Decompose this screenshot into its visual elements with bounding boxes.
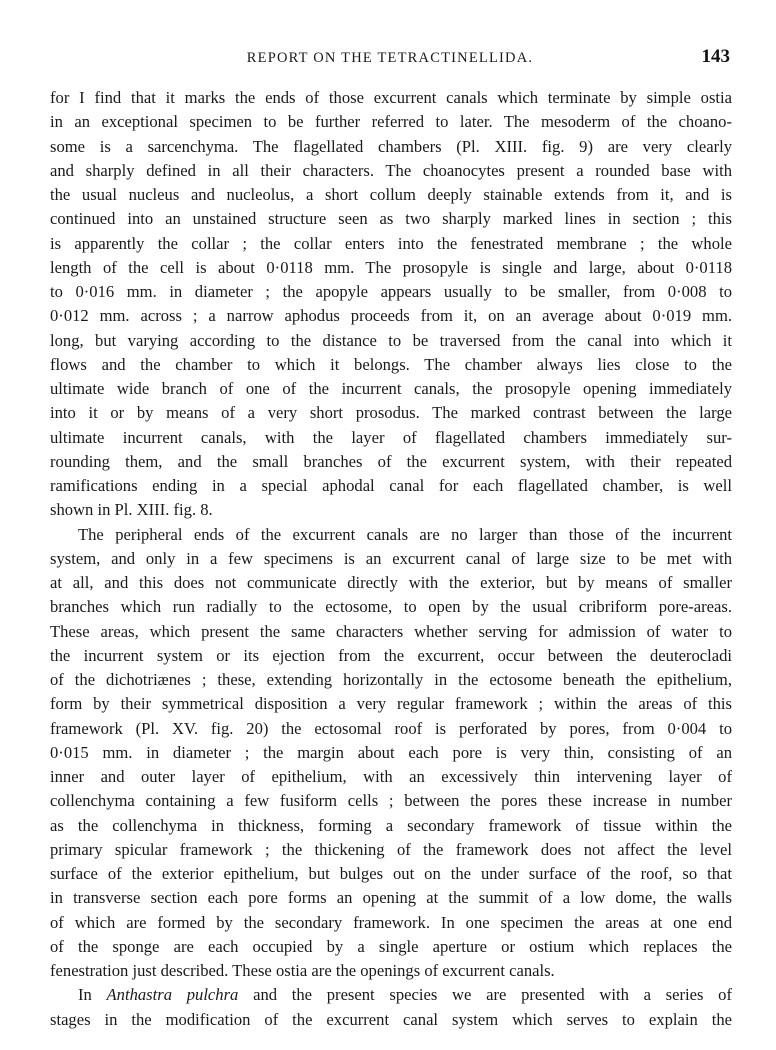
text-line: rounding them, and the small branches of the excurrent system, with their repeated	[50, 451, 732, 471]
text-line: to 0·016 mm. in diameter ; the apopyle appears usually to be smaller, from 0·008 to	[50, 282, 732, 301]
text-fragment: and the present species we are presented with a series of	[238, 985, 732, 1005]
text-line: 0·012 mm. across ; a narrow aphodus proceeds from it, on an average about 0·019 mm.	[50, 306, 732, 326]
text-line: is apparently the collar ; the collar enters into the fenestrated membrane ; the whole	[50, 233, 732, 253]
page-number: 143	[701, 46, 730, 67]
text-line: in transverse section each pore forms an opening at the summit of a low dome, the walls	[50, 888, 732, 908]
text-line: and sharply defined in all their characters. The choanocytes present a rounded base with	[50, 160, 732, 180]
text-line: the incurrent system or its ejection from the excurrent, occur between the deuterocladi	[50, 645, 732, 665]
species-name: Anthastra pulchra	[106, 985, 239, 1005]
text-line: length of the cell is about 0·0118 mm. The prosopyle is single and large, about 0·0118	[50, 257, 732, 277]
text-line: ultimate wide branch of one of the incurrent canals, the prosopyle opening immediately	[50, 379, 732, 398]
text-line: the usual nucleus and nucleolus, a short collum deeply stainable extends from it, and is	[50, 185, 732, 204]
text-fragment: In	[78, 985, 107, 1005]
text-line: continued into an unstained structure seen as two sharply marked lines in section ; this	[50, 209, 732, 229]
paragraph-2	[50, 523, 732, 984]
text-line: some is a sarcenchyma. The flagellated chambers (Pl. XIII. fig. 9) are very clearly	[50, 136, 732, 156]
text-line: surface of the exterior epithelium, but bulges out on the under surface of the roof, so that	[50, 864, 732, 883]
text-line: for I find that it marks the ends of those excurrent canals which terminate by simple ostia	[50, 88, 732, 107]
text-line: system, and only in a few specimens is an excurrent canal of large size to be met with	[50, 548, 732, 568]
running-title: REPORT ON THE TETRACTINELLIDA.	[246, 50, 534, 66]
text-line: fenestration just described. These ostia are the openings of excurrent canals.	[50, 961, 555, 980]
text-line: of the sponge are each occupied by a single aperture or ostium which replaces the	[50, 936, 732, 956]
text-line: form by their symmetrical disposition a very regular framework ; within the areas of this	[50, 694, 732, 714]
text-line: stages in the modification of the excurrent canal system which serves to explain the	[50, 1009, 732, 1029]
body-text	[50, 86, 732, 1032]
text-line: at all, and this does not communicate directly with the exterior, but by means of smaller	[50, 573, 732, 592]
text-line: 0·015 mm. in diameter ; the margin about each pore is very thin, consisting of an	[50, 742, 732, 762]
text-line: shown in Pl. XIII. fig. 8.	[50, 500, 213, 520]
paragraph-1	[50, 86, 732, 523]
text-line: of the dichotriænes ; these, extending horizontally in the ectosome beneath the epithelium,	[50, 670, 732, 689]
text-line: These areas, which present the same characters whether serving for admission of water to	[50, 621, 732, 641]
text-line: long, but varying according to the distance to be traversed from the canal into which it	[50, 330, 732, 350]
text-line: into it or by means of a very short prosodus. The marked contrast between the large	[50, 403, 732, 423]
text-line: ramifications ending in a special aphodal canal for each flagellated chamber, is well	[50, 476, 732, 495]
text-line: primary spicular framework ; the thickening of the framework does not affect the level	[50, 839, 732, 859]
text-line: branches which run radially to the ectosome, to open by the usual cribriform pore-areas.	[50, 597, 732, 617]
text-line: framework (Pl. XV. fig. 20) the ectosomal roof is perforated by pores, from 0·004 to	[50, 718, 732, 738]
text-line: collenchyma containing a few fusiform cells ; between the pores these increase in number	[50, 791, 732, 811]
text-line: inner and outer layer of epithelium, with an excessively thin intervening layer of	[50, 767, 732, 786]
text-line: ultimate incurrent canals, with the layer of flagellated chambers immediately sur-	[50, 427, 732, 447]
paragraph-3	[50, 983, 732, 1032]
text-line: flows and the chamber to which it belongs. The chamber always lies close to the	[50, 354, 732, 374]
text-line-with-species-name	[50, 983, 732, 1007]
text-line: in an exceptional specimen to be further referred to later. The mesoderm of the choano-	[50, 112, 732, 132]
running-header	[50, 46, 730, 72]
text-line: of which are formed by the secondary framework. In one specimen the areas at one end	[50, 912, 732, 932]
text-line: The peripheral ends of the excurrent canals are no larger than those of the incurrent	[78, 524, 732, 544]
text-line: as the collenchyma in thickness, forming a secondary framework of tissue within the	[50, 815, 732, 835]
